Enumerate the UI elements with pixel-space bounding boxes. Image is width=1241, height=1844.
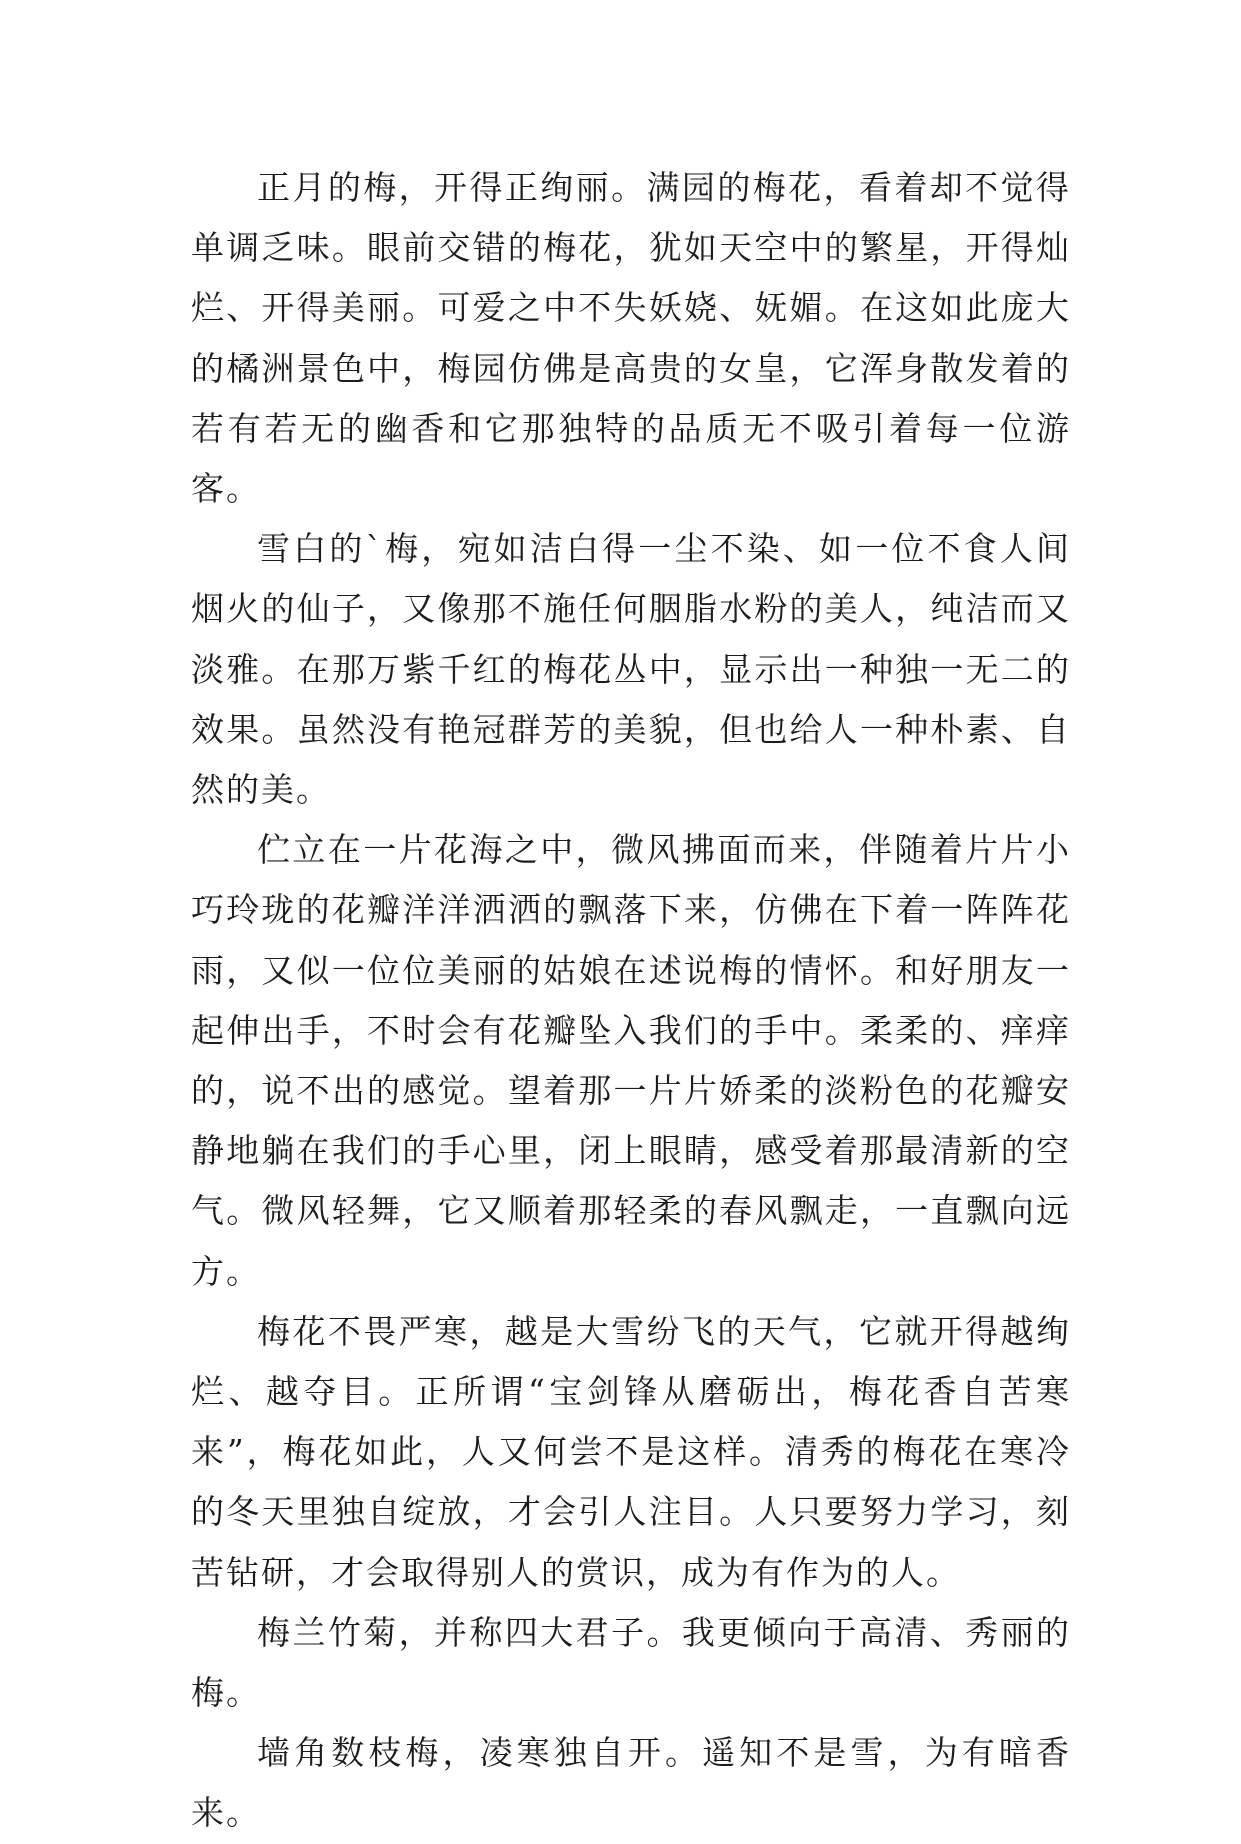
article-body bbox=[191, 158, 1071, 1844]
paragraph-3: 伫立在一片花海之中，微风拂面而来，伴随着片片小巧玲珑的花瓣洋洋洒洒的飘落下来，仿佛在下着一阵阵花雨，又似一位位美丽的姑娘在述说梅的情怀。和好朋友一起伸出手，不时会有花瓣坠入我们的手中。柔柔的、痒痒的，说不出的感觉。望着那一片片娇柔的淡粉色的花瓣安静地躺在我们的手心里，闭上眼睛，感受着那最清新的空气。微风轻舞，它又顺着那轻柔的春风飘走，一直飘向远方。 bbox=[191, 830, 1071, 1291]
paragraph-6: 墙角数枝梅，凌寒独自开。遥知不是雪，为有暗香来。 bbox=[191, 1733, 1071, 1833]
paragraph-4: 梅花不畏严寒，越是大雪纷飞的天气，它就开得越绚烂、越夺目。正所谓“宝剑锋从磨砺出，梅花香自苦寒来”，梅花如此，人又何尝不是这样。清秀的梅花在寒冷的冬天里独自绽放，才会引人注目。人只要努力学习，刻苦钻研，才会取得别人的赏识，成为有作为的人。 bbox=[191, 1311, 1071, 1592]
paragraph-5: 梅兰竹菊，并称四大君子。我更倾向于高清、秀丽的梅。 bbox=[191, 1612, 1071, 1713]
paragraph-1: 正月的梅，开得正绚丽。满园的梅花，看着却不觉得单调乏味。眼前交错的梅花，犹如天空中的繁星，开得灿烂、开得美丽。可爱之中不失妖娆、妩媚。在这如此庞大的橘洲景色中，梅园仿佛是高贵的女皇，它浑身散发着的若有若无的幽香和它那独特的品质无不吸引着每一位游客。 bbox=[191, 168, 1071, 509]
paragraph-2: 雪白的`梅，宛如洁白得一尘不染、如一位不食人间烟火的仙子，又像那不施任何胭脂水粉的美人，纯洁而又淡雅。在那万紫千红的梅花丛中，显示出一种独一无二的效果。虽然没有艳冠群芳的美貌，但也给人一种朴素、自然的美。 bbox=[191, 529, 1071, 810]
